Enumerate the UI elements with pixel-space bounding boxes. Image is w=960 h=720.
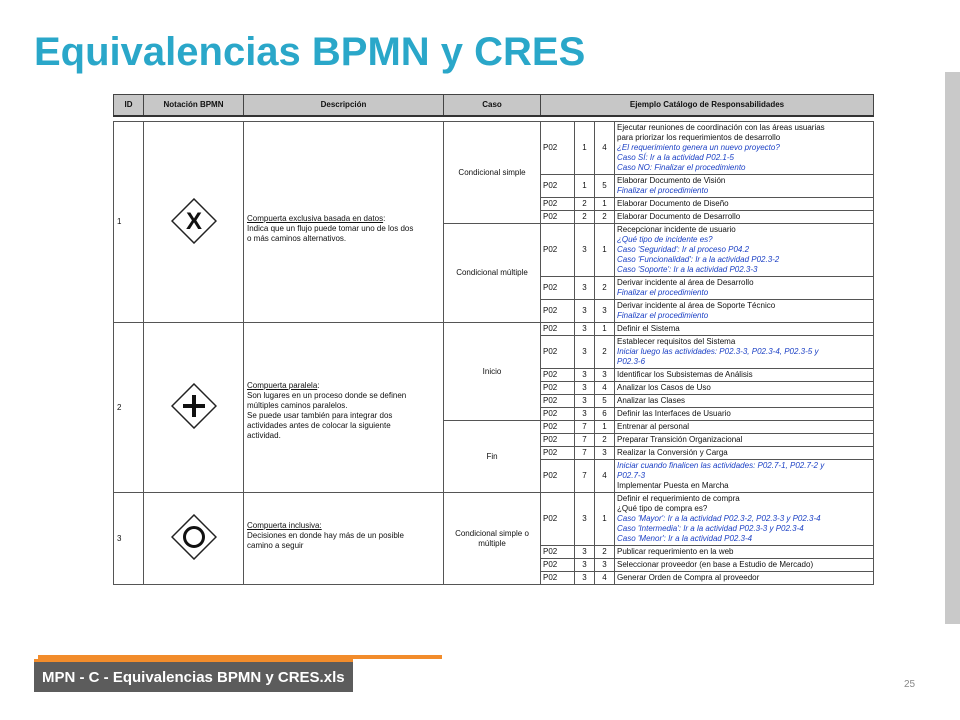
activity-number: 6: [595, 408, 615, 421]
subprocess-number: 3: [575, 546, 595, 559]
process-code: P02: [541, 323, 575, 336]
process-code: P02: [541, 122, 575, 175]
activity-line: para priorizar los requerimientos de desarrollo: [617, 133, 781, 142]
activity-line: Definir el Sistema: [617, 324, 680, 333]
activity-note: Caso 'Funcionalidad': Ir a la actividad P02.3-2: [617, 255, 780, 264]
activity-line: Identificar los Subsistemas de Análisis: [617, 370, 753, 379]
activity-note: Caso 'Intermedia': Ir a la actividad P02.3-3 y P02.3-4: [617, 524, 804, 533]
subprocess-number: 3: [575, 323, 595, 336]
process-code: P02: [541, 369, 575, 382]
activity-text: [615, 421, 874, 434]
activity-note: Finalizar el procedimiento: [617, 311, 709, 320]
page-title: Equivalencias BPMN y CRES: [34, 30, 586, 74]
activity-note: P02.3-6: [617, 357, 646, 366]
subprocess-number: 3: [575, 572, 595, 585]
activity-line: Analizar los Casos de Uso: [617, 383, 711, 392]
description-title: Compuerta paralela: [247, 381, 318, 390]
subprocess-number: 3: [575, 224, 595, 277]
activity-text: [615, 460, 874, 493]
process-code: P02: [541, 211, 575, 224]
activity-line: Publicar requerimiento en la web: [617, 547, 734, 556]
activity-number: 3: [595, 369, 615, 382]
table-row: [114, 323, 874, 336]
process-code: P02: [541, 421, 575, 434]
activity-number: 5: [595, 395, 615, 408]
description-cell: [244, 122, 444, 323]
process-code: P02: [541, 546, 575, 559]
header-description: Descripción: [244, 95, 444, 117]
activity-line: Definir el requerimiento de compra: [617, 494, 740, 503]
process-code: P02: [541, 382, 575, 395]
activity-text: [615, 211, 874, 224]
subprocess-number: 3: [575, 395, 595, 408]
table-header-row: [114, 95, 874, 117]
process-code: P02: [541, 198, 575, 211]
activity-number: 1: [595, 493, 615, 546]
activity-text: [615, 323, 874, 336]
activity-note: Caso NO: Finalizar el procedimiento: [617, 163, 746, 172]
subprocess-number: 7: [575, 434, 595, 447]
activity-text: [615, 198, 874, 211]
description-line: múltiples caminos paralelos.: [247, 401, 348, 410]
svg-text:X: X: [185, 207, 202, 235]
activity-number: 1: [595, 421, 615, 434]
bpmn-notation-cell: [144, 323, 244, 493]
table-row: [114, 122, 874, 175]
subprocess-number: 7: [575, 421, 595, 434]
activity-line: Elaborar Documento de Visión: [617, 176, 726, 185]
header-example: Ejemplo Catálogo de Responsabilidades: [541, 95, 874, 117]
activity-text: [615, 336, 874, 369]
table-row: [114, 493, 874, 546]
process-code: P02: [541, 224, 575, 277]
bpmn-cres-table: [113, 94, 874, 585]
activity-note: P02.7-3: [617, 471, 646, 480]
activity-text: [615, 447, 874, 460]
activity-text: [615, 277, 874, 300]
description-line: Decisiones en donde hay más de un posible: [247, 531, 404, 540]
activity-note: Finalizar el procedimiento: [617, 186, 709, 195]
page-number: 25: [904, 679, 916, 690]
activity-text: [615, 493, 874, 546]
activity-number: 3: [595, 300, 615, 323]
parallel-gateway-icon: [171, 383, 217, 429]
activity-number: 1: [595, 198, 615, 211]
description-title: Compuerta inclusiva:: [247, 521, 322, 530]
activity-text: [615, 224, 874, 277]
activity-note: Iniciar luego las actividades: P02.3-3, P02.3-4, P02.3-5 y: [617, 347, 819, 356]
activity-line: Elaborar Documento de Diseño: [617, 199, 729, 208]
subprocess-number: 1: [575, 122, 595, 175]
activity-line: Establecer requisitos del Sistema: [617, 337, 736, 346]
activity-note: Finalizar el procedimiento: [617, 288, 709, 297]
subprocess-number: 1: [575, 175, 595, 198]
subprocess-number: 3: [575, 300, 595, 323]
activity-note: Caso 'Menor': Ir a la actividad P02.3-4: [617, 534, 753, 543]
row-id: 1: [114, 122, 144, 323]
activity-line: Derivar incidente al área de Desarrollo: [617, 278, 754, 287]
subprocess-number: 3: [575, 493, 595, 546]
description-title: Compuerta exclusiva basada en datos: [247, 214, 384, 223]
activity-text: [615, 395, 874, 408]
activity-text: [615, 175, 874, 198]
row-id: 3: [114, 493, 144, 585]
description-line: Son lugares en un proceso donde se definen: [247, 391, 407, 400]
activity-number: 1: [595, 323, 615, 336]
process-code: P02: [541, 336, 575, 369]
bpmn-notation-cell: [144, 122, 244, 323]
activity-note: ¿Qué tipo de incidente es?: [617, 235, 713, 244]
activity-number: 4: [595, 572, 615, 585]
table-body: [114, 122, 874, 585]
description-line: actividades antes de colocar la siguiente: [247, 421, 391, 430]
activity-note: Caso 'Soporte': Ir a la actividad P02.3-3: [617, 265, 758, 274]
subprocess-number: 3: [575, 336, 595, 369]
process-code: P02: [541, 395, 575, 408]
exclusive-gateway-icon: [171, 198, 217, 244]
process-code: P02: [541, 175, 575, 198]
activity-line: Implementar Puesta en Marcha: [617, 481, 729, 490]
activity-number: 2: [595, 434, 615, 447]
activity-text: [615, 122, 874, 175]
subprocess-number: 3: [575, 277, 595, 300]
activity-number: 2: [595, 336, 615, 369]
case-cell: Condicional simple o múltiple: [444, 493, 541, 585]
description-cell: [244, 493, 444, 585]
process-code: P02: [541, 572, 575, 585]
activity-text: [615, 300, 874, 323]
activity-line: Ejecutar reuniones de coordinación con las áreas usuarias: [617, 123, 825, 132]
description-line: Se puede usar también para integrar dos: [247, 411, 393, 420]
subprocess-number: 3: [575, 369, 595, 382]
inclusive-gateway-icon: [171, 514, 217, 560]
process-code: P02: [541, 300, 575, 323]
activity-number: 3: [595, 559, 615, 572]
subprocess-number: 3: [575, 559, 595, 572]
process-code: P02: [541, 493, 575, 546]
activity-note: Caso 'Mayor': Ir a la actividad P02.3-2, P02.3-3 y P02.3-4: [617, 514, 821, 523]
subprocess-number: 2: [575, 211, 595, 224]
header-id: ID: [114, 95, 144, 117]
activity-line: Realizar la Conversión y Carga: [617, 448, 728, 457]
description-line: Indica que un flujo puede tomar uno de los dos: [247, 224, 414, 233]
bpmn-cres-table-wrapper: [113, 94, 873, 585]
row-id: 2: [114, 323, 144, 493]
header-case: Caso: [444, 95, 541, 117]
activity-line: Definir las Interfaces de Usuario: [617, 409, 731, 418]
description-cell: [244, 323, 444, 493]
activity-number: 2: [595, 277, 615, 300]
activity-line: Analizar las Clases: [617, 396, 686, 405]
activity-line: Elaborar Documento de Desarrollo: [617, 212, 741, 221]
activity-note: Caso 'Seguridad': Ir al proceso P04.2: [617, 245, 750, 254]
activity-line: Generar Orden de Compra al proveedor: [617, 573, 760, 582]
description-title-suffix: :: [383, 214, 386, 223]
activity-number: 2: [595, 546, 615, 559]
case-cell: Condicional múltiple: [444, 224, 541, 323]
process-code: P02: [541, 447, 575, 460]
process-code: P02: [541, 460, 575, 493]
case-cell: Inicio: [444, 323, 541, 421]
description-line: o más caminos alternativos.: [247, 234, 347, 243]
footer-file-label: MPN - C - Equivalencias BPMN y CRES.xls: [34, 659, 353, 692]
activity-text: [615, 559, 874, 572]
activity-line: Preparar Transición Organizacional: [617, 435, 743, 444]
activity-line: Recepcionar incidente de usuario: [617, 225, 736, 234]
description-line: actividad.: [247, 431, 281, 440]
activity-text: [615, 408, 874, 421]
activity-note: Caso SÍ: Ir a la actividad P02.1-5: [617, 153, 734, 162]
activity-line: Seleccionar proveedor (en base a Estudio de Mercado): [617, 560, 814, 569]
activity-number: 1: [595, 224, 615, 277]
process-code: P02: [541, 559, 575, 572]
description-line: camino a seguir: [247, 541, 304, 550]
case-cell: Condicional simple: [444, 122, 541, 224]
subprocess-number: 7: [575, 460, 595, 493]
subprocess-number: 3: [575, 408, 595, 421]
activity-line: ¿Qué tipo de compra es?: [617, 504, 708, 513]
activity-text: [615, 572, 874, 585]
activity-text: [615, 434, 874, 447]
activity-number: 3: [595, 447, 615, 460]
activity-text: [615, 369, 874, 382]
right-decorative-bar: [945, 72, 960, 624]
activity-text: [615, 546, 874, 559]
activity-line: Entrenar al personal: [617, 422, 690, 431]
activity-note: ¿El requerimiento genera un nuevo proyecto?: [617, 143, 780, 152]
process-code: P02: [541, 408, 575, 421]
activity-number: 4: [595, 460, 615, 493]
process-code: P02: [541, 277, 575, 300]
activity-text: [615, 382, 874, 395]
activity-number: 4: [595, 122, 615, 175]
activity-number: 4: [595, 382, 615, 395]
activity-number: 2: [595, 211, 615, 224]
case-cell: Fin: [444, 421, 541, 493]
description-title-suffix: :: [317, 381, 320, 390]
header-notation: Notación BPMN: [144, 95, 244, 117]
subprocess-number: 2: [575, 198, 595, 211]
process-code: P02: [541, 434, 575, 447]
subprocess-number: 7: [575, 447, 595, 460]
activity-line: Derivar incidente al área de Soporte Técnico: [617, 301, 776, 310]
activity-number: 5: [595, 175, 615, 198]
subprocess-number: 3: [575, 382, 595, 395]
bpmn-notation-cell: [144, 493, 244, 585]
activity-note: Iniciar cuando finalicen las actividades: P02.7-1, P02.7-2 y: [617, 461, 825, 470]
